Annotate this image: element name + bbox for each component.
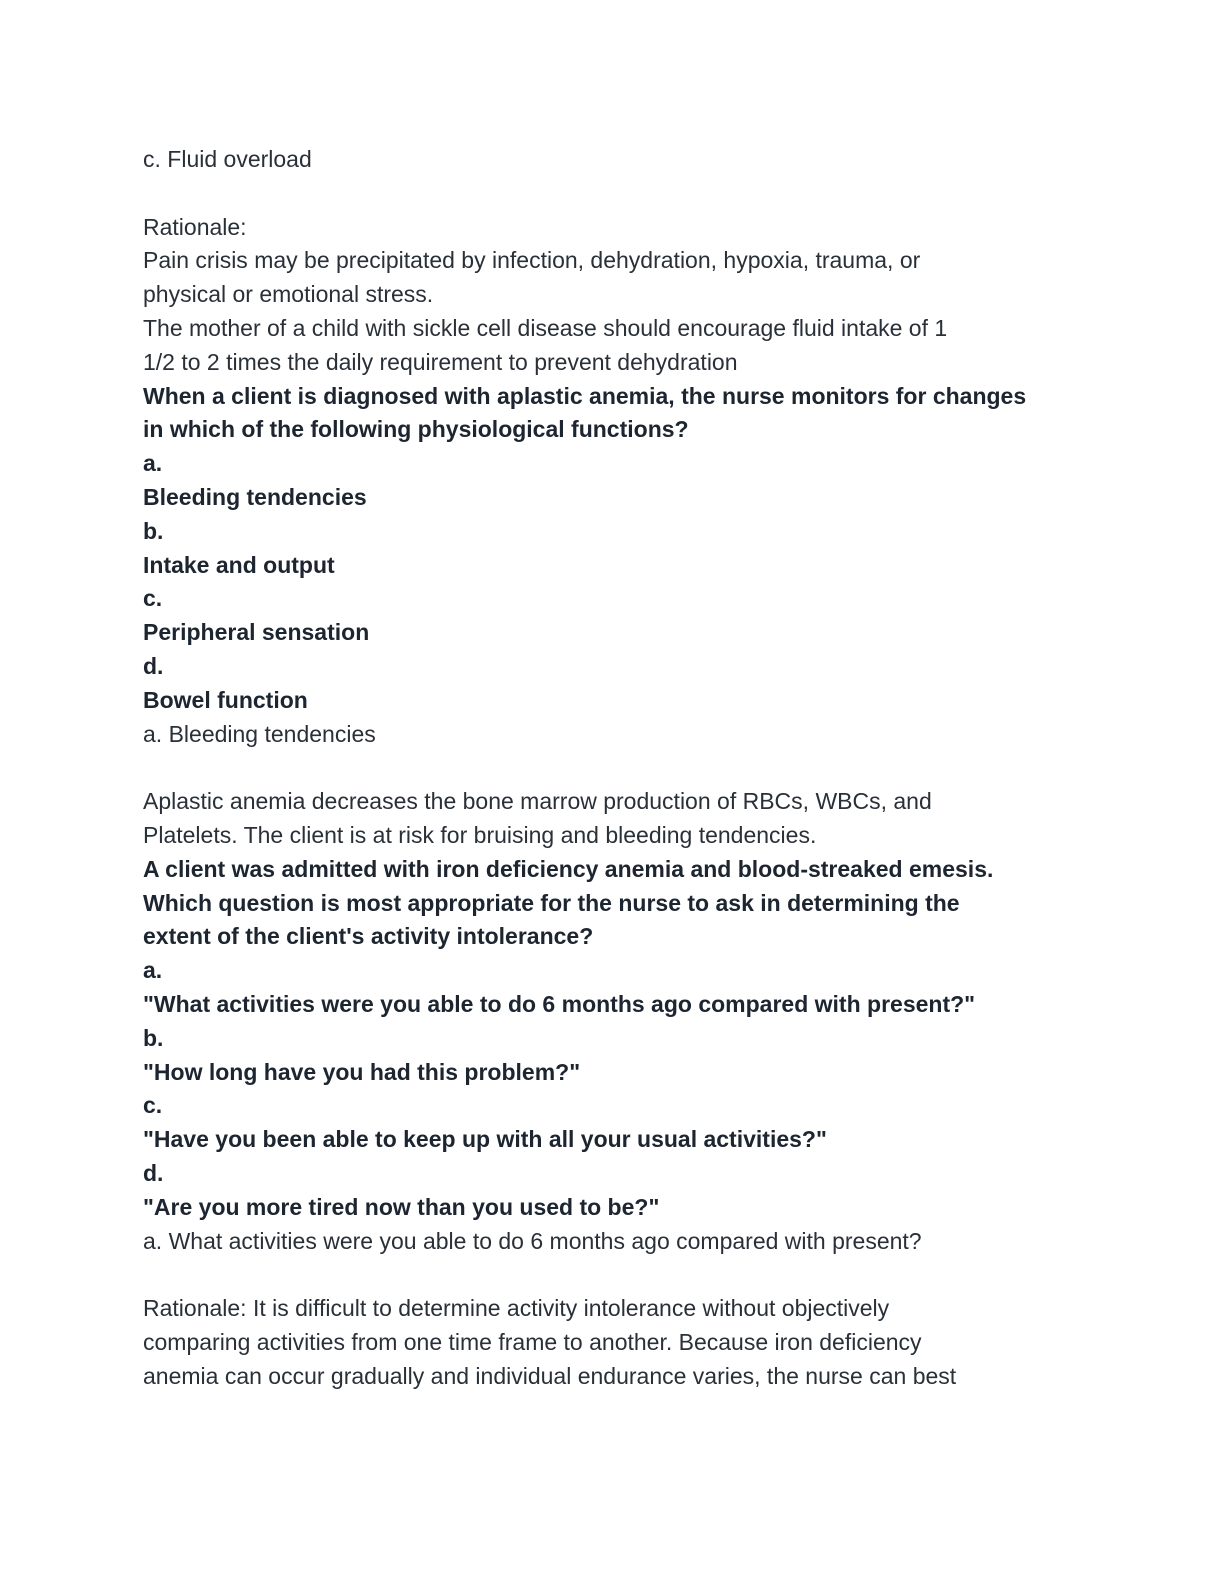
rationale-line: Aplastic anemia decreases the bone marrow production of RBCs, WBCs, and (143, 788, 932, 815)
document-page (143, 143, 1083, 1393)
answer-line: a. Bleeding tendencies (143, 720, 376, 747)
rationale-line: Rationale: It is difficult to determine activity intolerance without objectively (143, 1295, 890, 1322)
option-text: Intake and output (143, 551, 335, 578)
blank-line (143, 751, 1083, 785)
rationale-line: Pain crisis may be precipitated by infection, dehydration, hypoxia, trauma, or (143, 247, 921, 274)
option-text: "What activities were you able to do 6 months ago compared with present?" (143, 990, 976, 1017)
question-line: When a client is diagnosed with aplastic anemia, the nurse monitors for changes (143, 382, 1027, 409)
option-text: "How long have you had this problem?" (143, 1058, 581, 1085)
answer-line: c. Fluid overload (143, 146, 312, 172)
rationale-line: The mother of a child with sickle cell disease should encourage fluid intake of 1 (143, 314, 948, 341)
option-letter: c. (143, 1092, 163, 1119)
rationale-heading: Rationale: (143, 213, 247, 240)
option-letter: a. (143, 957, 163, 984)
option-letter: b. (143, 1024, 164, 1051)
question-line: extent of the client's activity intolerance? (143, 923, 594, 950)
option-letter: d. (143, 652, 164, 679)
answer-line: a. What activities were you able to do 6 months ago compared with present? (143, 1227, 922, 1254)
question-line: in which of the following physiological functions? (143, 416, 689, 443)
rationale-line: comparing activities from one time frame to another. Because iron deficiency (143, 1328, 922, 1355)
option-text: Bleeding tendencies (143, 483, 367, 510)
option-letter: c. (143, 585, 163, 612)
option-letter: b. (143, 517, 164, 544)
rationale-line: 1/2 to 2 times the daily requirement to prevent dehydration (143, 348, 738, 375)
option-letter: d. (143, 1159, 164, 1186)
blank-line (143, 1258, 1083, 1292)
blank-line (143, 177, 1083, 211)
option-text: "Have you been able to keep up with all your usual activities?" (143, 1126, 827, 1153)
option-text: Peripheral sensation (143, 619, 370, 646)
option-text: "Are you more tired now than you used to be?" (143, 1193, 660, 1220)
option-letter: a. (143, 450, 163, 477)
rationale-line: physical or emotional stress. (143, 281, 434, 308)
question-line: Which question is most appropriate for the nurse to ask in determining the (143, 889, 960, 916)
rationale-line: anemia can occur gradually and individual endurance varies, the nurse can best (143, 1362, 957, 1389)
rationale-line: Platelets. The client is at risk for bruising and bleeding tendencies. (143, 821, 817, 848)
question-line: A client was admitted with iron deficiency anemia and blood-streaked emesis. (143, 855, 994, 882)
option-text: Bowel function (143, 686, 308, 713)
